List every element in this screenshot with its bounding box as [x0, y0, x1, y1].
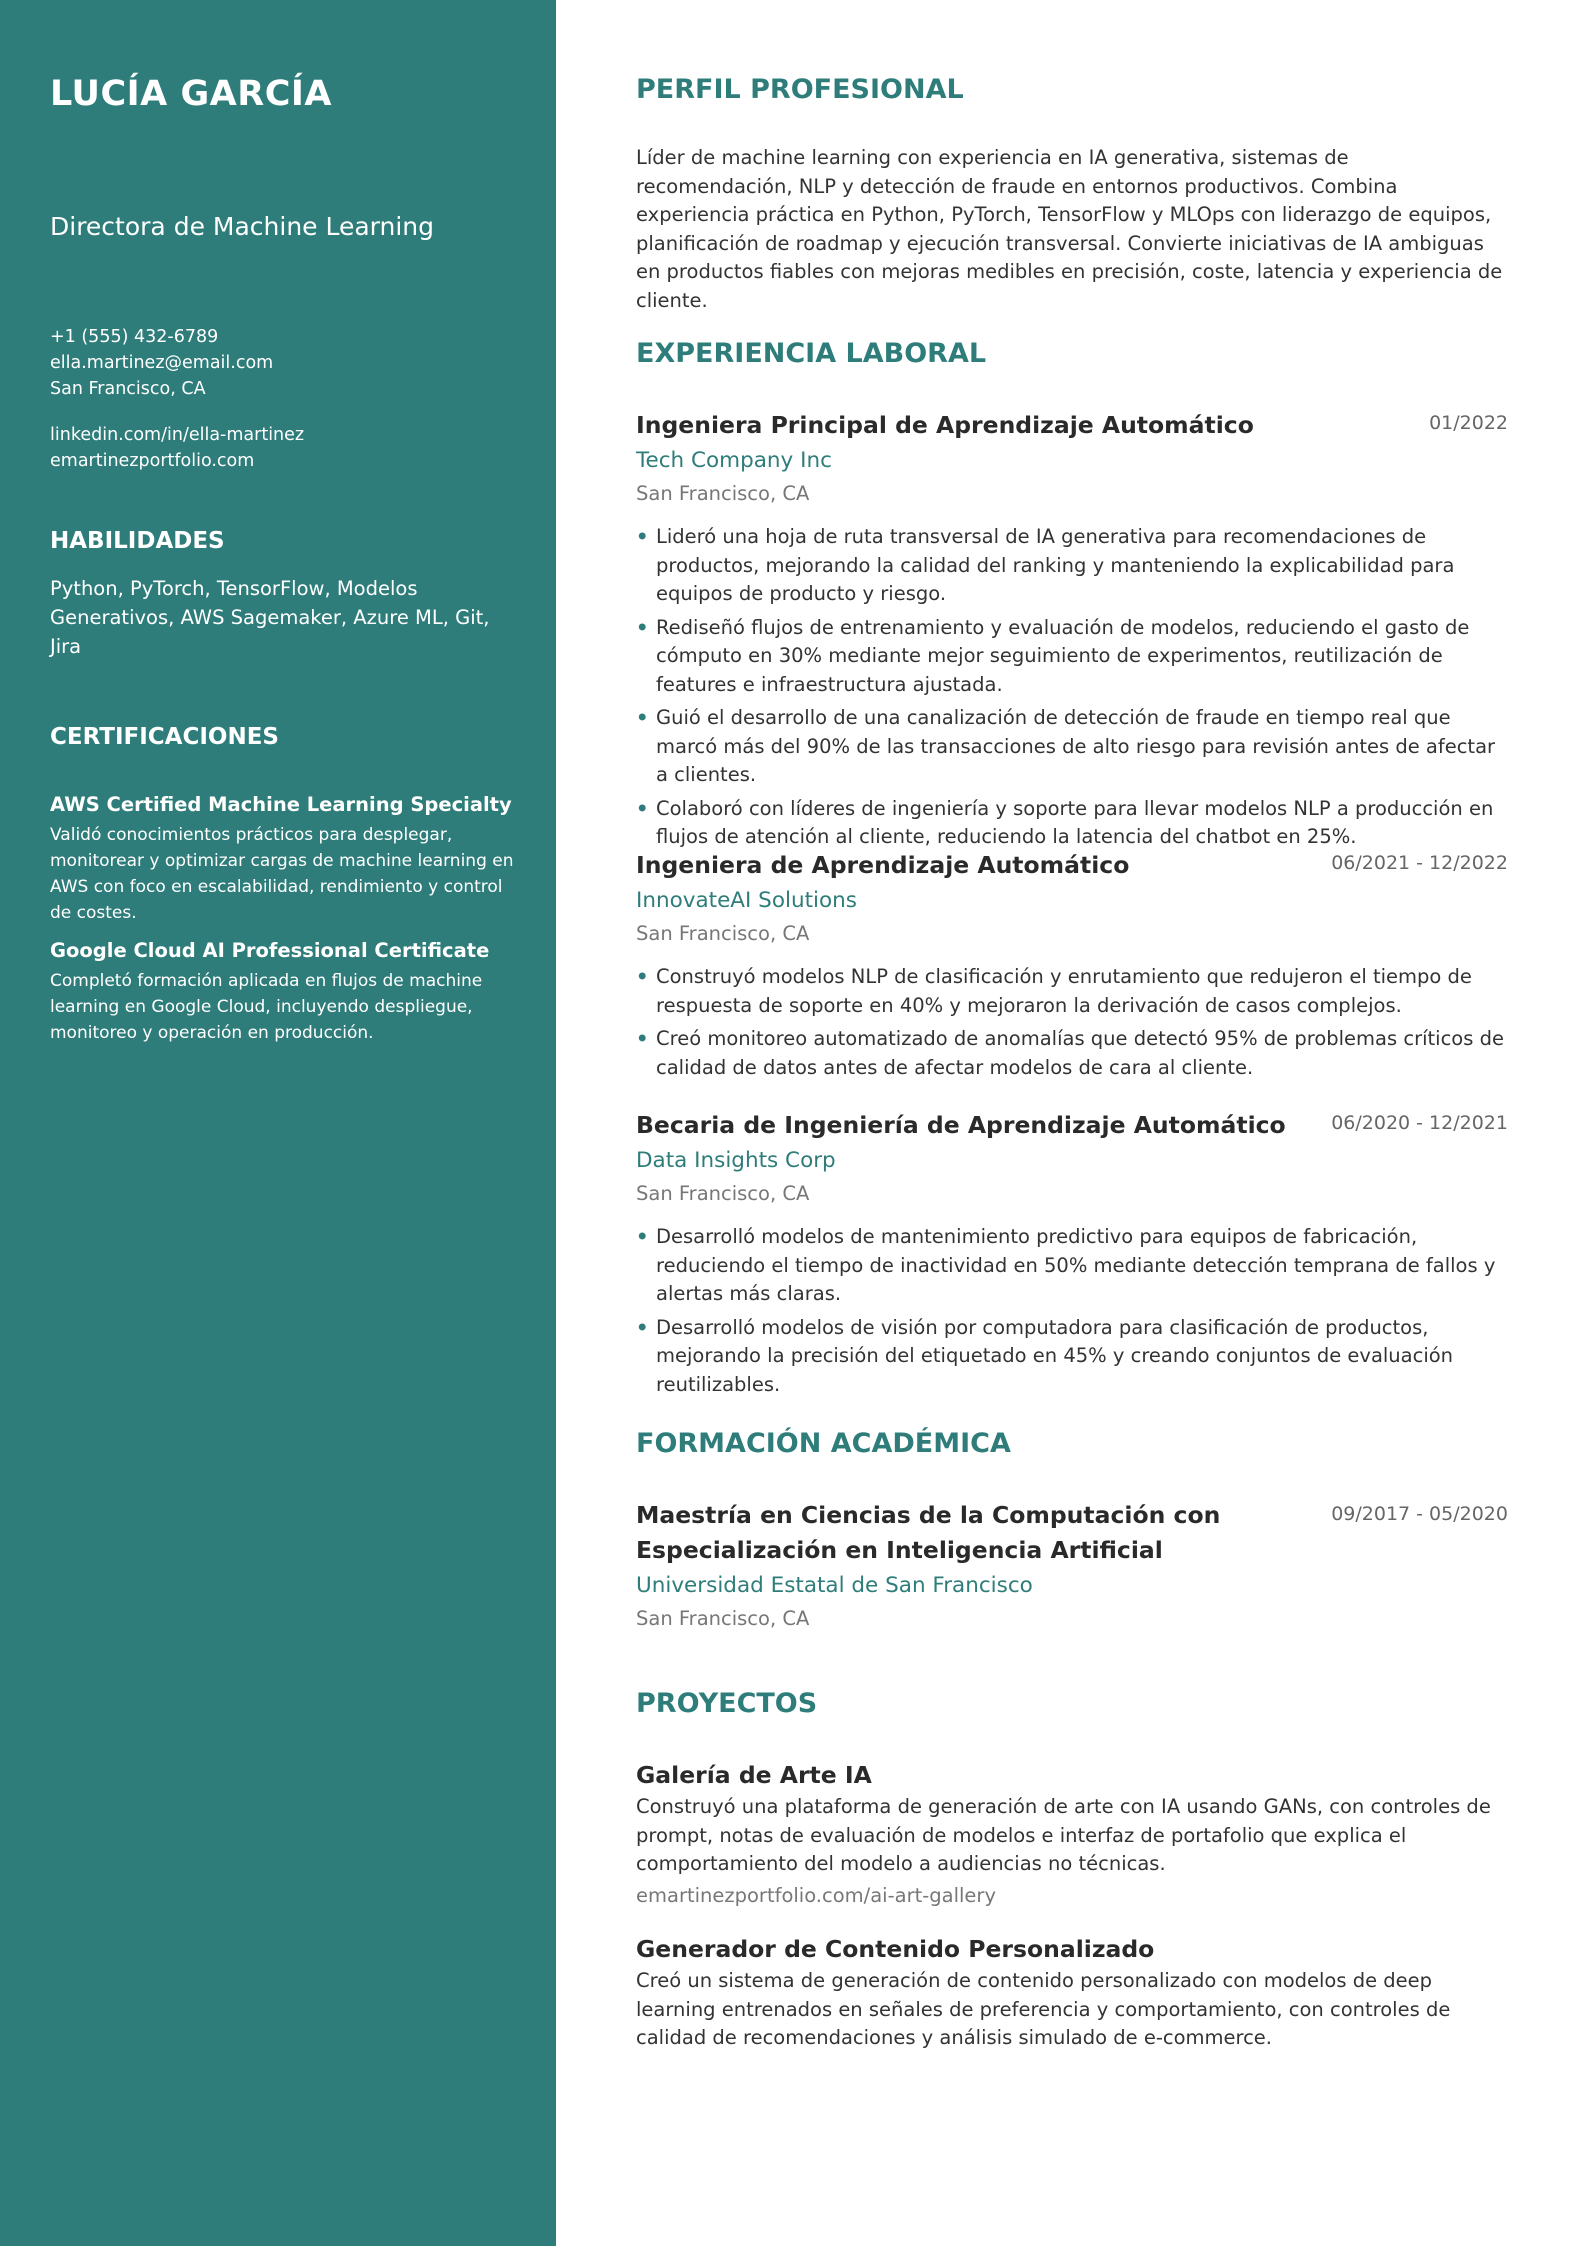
- profile-summary: Líder de machine learning con experiencia en IA generativa, sistemas de recomendación, NLP y detección de fraude en entornos productivos. Combina experiencia práctica en Python, PyTorch, TensorFlow y MLOps con liderazgo de equipos, planificación de roadmap y ejecución transversal. Convierte iniciativas de IA ambiguas en productos fiables con mejoras medibles en precisión, coste, latencia y experiencia de cliente.: [636, 146, 1503, 312]
- job-entry: [636, 407, 1508, 857]
- skills-list: Python, PyTorch, TensorFlow, Modelos Generativos, AWS Sagemaker, Azure ML, Git, Jira: [50, 577, 490, 658]
- job-date: 01/2022: [1429, 412, 1508, 434]
- job-achievements: [636, 963, 1508, 1082]
- education-date: 09/2017 - 05/2020: [1331, 1503, 1508, 1525]
- bullet-icon: •: [636, 706, 649, 729]
- profile-heading: PERFIL PROFESIONAL: [636, 74, 964, 105]
- bullet-icon: •: [636, 1315, 649, 1339]
- achievement-item: • Lideró una hoja de ruta transversal de IA generativa para recomendaciones de productos, mejorando la calidad del ranking y manteniendo la explicabilidad para equipos de producto y riesgo.: [636, 525, 1455, 605]
- job-achievements: [636, 1223, 1508, 1399]
- certifications-heading: CERTIFICACIONES: [50, 724, 279, 750]
- sidebar: [0, 0, 556, 2246]
- certification-description: Validó conocimientos prácticos para desplegar, monitorear y optimizar cargas de machine learning en AWS con foco en escalabilidad, rendimiento y control de costes.: [50, 825, 514, 923]
- project-entry: [636, 1757, 1508, 1911]
- bullet-icon: •: [636, 1027, 649, 1050]
- contact-location: San Francisco, CA: [50, 379, 206, 399]
- achievement-item: • Desarrolló modelos de visión por computadora para clasificación de productos, mejorando la precisión del etiquetado en 45% y creando conjuntos de evaluación reutilizables.: [636, 1315, 1454, 1396]
- company-name: InnovateAI Solutions: [636, 888, 857, 913]
- linkedin-link: linkedin.com/in/ella-martinez: [50, 425, 305, 445]
- job-title: Becaria de Ingeniería de Aprendizaje Automático: [636, 1111, 1286, 1139]
- skills-heading: HABILIDADES: [50, 528, 225, 554]
- achievement-item: • Construyó modelos NLP de clasificación y enrutamiento que redujeron el tiempo de respuesta de soporte en 40% y mejoraron la derivación de casos complejos.: [636, 965, 1472, 1017]
- achievement-item: • Guió el desarrollo de una canalización de detección de fraude en tiempo real que marcó más del 90% de las transacciones de alto riesgo para revisión antes de afectar a clientes.: [636, 706, 1496, 786]
- portfolio-link: emartinezportfolio.com: [50, 451, 255, 471]
- school-location: San Francisco, CA: [636, 1607, 810, 1630]
- achievement-item: • Creó monitoreo automatizado de anomalías que detectó 95% de problemas críticos de calidad de datos antes de afectar modelos de cara al cliente.: [636, 1027, 1504, 1079]
- job-achievements: [636, 523, 1508, 852]
- education-entry: [636, 1498, 1508, 1634]
- job-date: 06/2021 - 12/2022: [1331, 852, 1508, 874]
- links-block: [50, 422, 304, 474]
- project-title: Generador de Contenido Personalizado: [636, 1935, 1155, 1963]
- candidate-role: Directora de Machine Learning: [50, 212, 435, 241]
- school-name: Universidad Estatal de San Francisco: [636, 1573, 1033, 1598]
- job-date: 06/2020 - 12/2021: [1331, 1112, 1508, 1134]
- degree-title: Maestría en Ciencias de la Computación con Especialización en Inteligencia Artificial: [636, 1501, 1221, 1564]
- certification-item: [50, 790, 520, 926]
- contact-block: [50, 324, 273, 402]
- job-location: San Francisco, CA: [636, 482, 810, 505]
- achievement-item: • Desarrolló modelos de mantenimiento predictivo para equipos de fabricación, reduciendo el tiempo de inactividad en 50% mediante detección temprana de fallos y alertas más claras.: [636, 1225, 1496, 1305]
- bullet-icon: •: [636, 525, 649, 548]
- bullet-icon: •: [636, 1225, 649, 1248]
- certification-title: AWS Certified Machine Learning Specialty: [50, 793, 512, 816]
- bullet-icon: •: [636, 615, 649, 639]
- company-name: Tech Company Inc: [636, 448, 832, 473]
- certification-item: [50, 936, 520, 1046]
- job-location: San Francisco, CA: [636, 922, 810, 945]
- bullet-icon: •: [636, 796, 649, 820]
- job-location: San Francisco, CA: [636, 1182, 810, 1205]
- education-heading: FORMACIÓN ACADÉMICA: [636, 1428, 1011, 1459]
- project-entry: [636, 1931, 1508, 2053]
- job-title: Ingeniera Principal de Aprendizaje Automático: [636, 411, 1254, 439]
- candidate-name: LUCÍA GARCÍA: [50, 74, 333, 114]
- contact-phone: +1 (555) 432-6789: [50, 327, 219, 347]
- projects-heading: PROYECTOS: [636, 1688, 818, 1719]
- certification-description: Completó formación aplicada en flujos de machine learning en Google Cloud, incluyendo despliegue, monitoreo y operación en producción.: [50, 971, 483, 1043]
- company-name: Data Insights Corp: [636, 1148, 836, 1173]
- job-title: Ingeniera de Aprendizaje Automático: [636, 851, 1130, 879]
- job-entry: [636, 847, 1508, 1087]
- project-description: Construyó una plataforma de generación de arte con IA usando GANs, con controles de prompt, notas de evaluación de modelos e interfaz de portafolio que explica el comportamiento del modelo a audiencias no técnicas.: [636, 1795, 1491, 1875]
- project-description: Creó un sistema de generación de contenido personalizado con modelos de deep learning entrenados en señales de preferencia y comportamiento, con controles de calidad de recomendaciones y análisis simulado de e-commerce.: [636, 1969, 1451, 2049]
- experience-heading: EXPERIENCIA LABORAL: [636, 338, 987, 369]
- achievement-item: • Colaboró con líderes de ingeniería y soporte para llevar modelos NLP a producción en flujos de atención al cliente, reduciendo la latencia del chatbot en 25%.: [636, 796, 1494, 848]
- certification-title: Google Cloud AI Professional Certificate: [50, 939, 490, 962]
- contact-email: ella.martinez@email.com: [50, 353, 274, 373]
- project-title: Galería de Arte IA: [636, 1761, 872, 1789]
- achievement-item: • Rediseñó flujos de entrenamiento y evaluación de modelos, reduciendo el gasto de cómputo en 30% mediante mejor seguimiento de experimentos, reutilización de features e infraestructura ajustada.: [636, 615, 1470, 696]
- bullet-icon: •: [636, 965, 649, 988]
- project-link: emartinezportfolio.com/ai-art-gallery: [636, 1883, 996, 1907]
- job-entry: [636, 1107, 1508, 1404]
